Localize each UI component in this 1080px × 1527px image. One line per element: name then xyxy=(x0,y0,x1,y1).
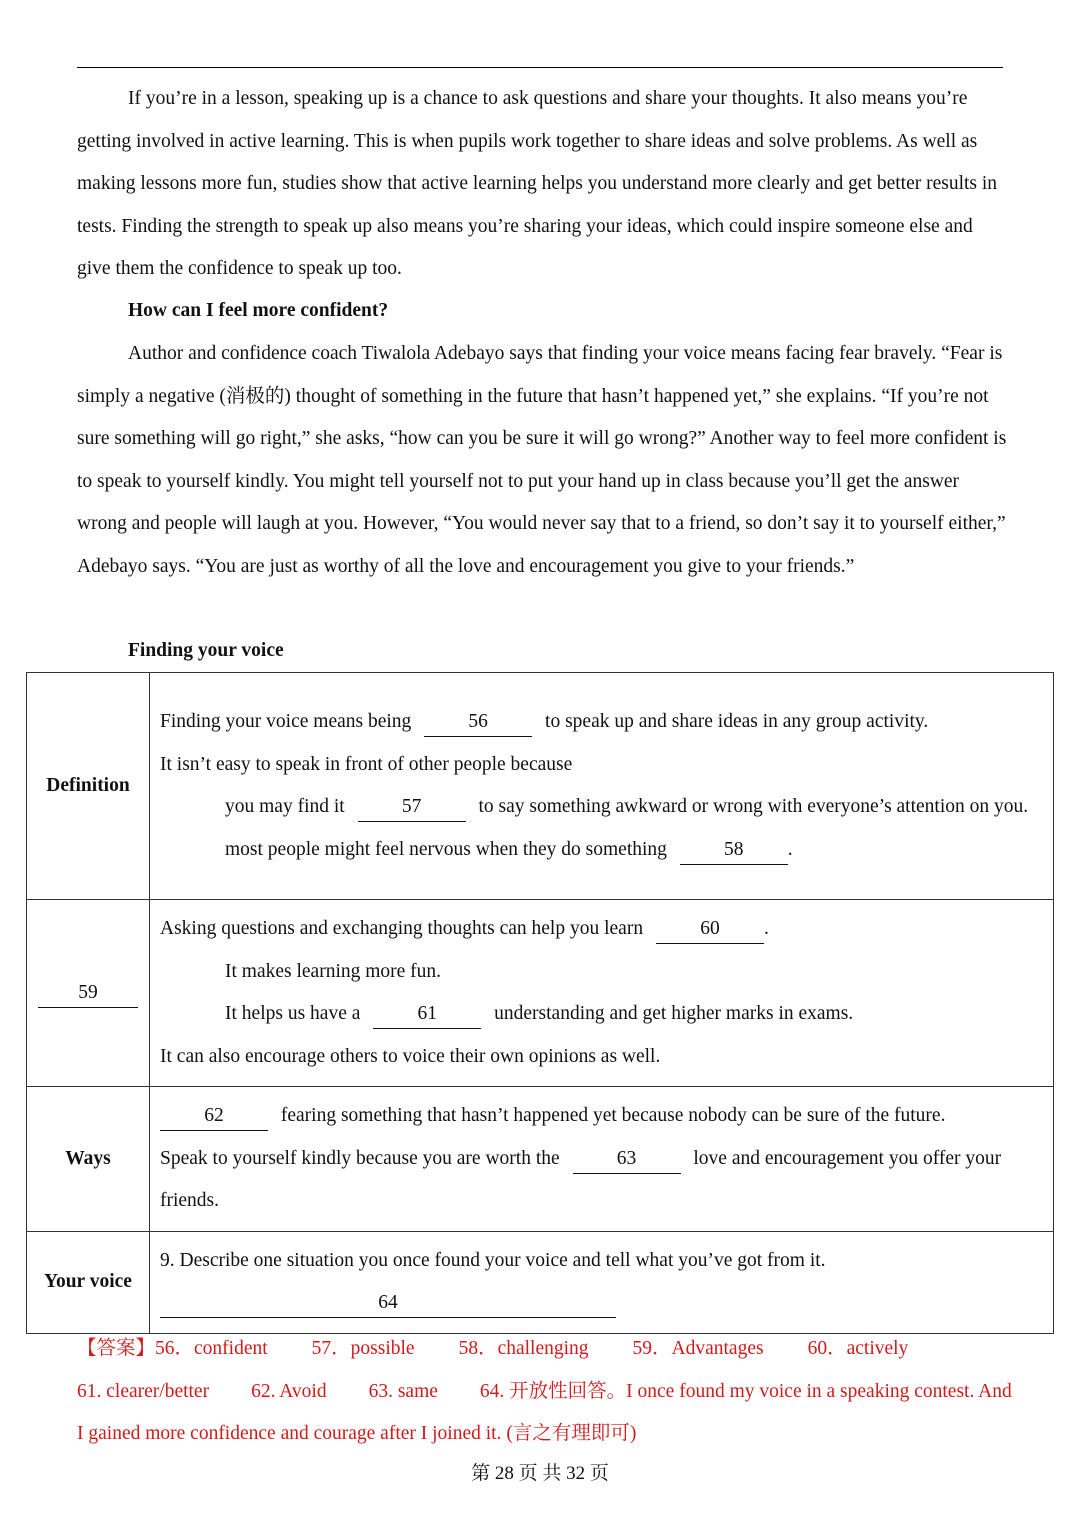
blank-60[interactable]: 60 xyxy=(656,915,764,944)
answer-58: 58．challenging xyxy=(458,1338,589,1359)
definition-line-1-end: to speak up and share ideas in any group activity. xyxy=(545,711,929,732)
label-definition: Definition xyxy=(27,673,150,900)
blank-59[interactable]: 59 xyxy=(38,979,138,1008)
heading-feel-confident: How can I feel more confident? xyxy=(128,300,389,321)
definition-line-4-end: . xyxy=(787,838,793,860)
definition-line-2: It isn’t easy to speak in front of other people because xyxy=(160,753,573,775)
advantages-line-1: Asking questions and exchanging thoughts can help you learn xyxy=(160,918,644,939)
cell-your-voice xyxy=(150,1231,1054,1333)
advantages-line-3: It helps us have a xyxy=(225,1003,361,1024)
answer-57: 57．possible xyxy=(311,1338,415,1359)
page-footer: 第 28 页 共 32 页 xyxy=(471,1463,609,1484)
answer-key xyxy=(77,1328,1017,1456)
paragraph-confidence-coach: Author and confidence coach Tiwalola Adebayo says that finding your voice means facing fear bravely. “Fear is simply a negative (消极的) thought of something in the future that hasn’t happened yet,” she explains. “If you’re not sure something will go right,” she asks, “how can you be sure it will go wrong?” Another way to feel more confident is to speak to yourself kindly. You might tell yourself not to put your hand up in class because you’ll get the answer wrong and people will laugh at you. However, “You would never say that to a friend, so don’t say it to yourself either,” Adebayo says. “You are just as worthy of all the love and encouragement you give to your friends.” xyxy=(77,343,1007,577)
label-your-voice: Your voice xyxy=(27,1231,150,1333)
summary-table xyxy=(26,672,1054,1334)
advantages-line-1-end: . xyxy=(763,918,769,939)
advantages-line-4: It can also encourage others to voice their own opinions as well. xyxy=(160,1045,661,1067)
label-59-cell xyxy=(27,900,150,1087)
heading-finding-your-voice: Finding your voice xyxy=(128,640,284,661)
ways-line-2: Speak to yourself kindly because you are worth the xyxy=(160,1147,560,1169)
blank-61[interactable]: 61 xyxy=(373,1000,481,1029)
row-your-voice xyxy=(27,1231,1054,1333)
ways-line-1: fearing something that hasn’t happened yet because nobody can be sure of the future. xyxy=(280,1105,946,1126)
label-ways: Ways xyxy=(27,1087,150,1232)
cell-advantages xyxy=(150,900,1054,1087)
blank-62[interactable]: 62 xyxy=(160,1102,268,1131)
advantages-line-3-end: understanding and get higher marks in exams. xyxy=(494,1003,854,1024)
blank-64[interactable]: 64 xyxy=(160,1289,616,1318)
answer-61: 61. clearer/better xyxy=(77,1380,210,1402)
your-voice-question: 9. Describe one situation you once found your voice and tell what you’ve got from it. xyxy=(160,1249,826,1271)
row-advantages xyxy=(27,900,1054,1087)
blank-56[interactable]: 56 xyxy=(424,708,532,737)
answer-60: 60．actively xyxy=(807,1338,909,1359)
cell-ways xyxy=(150,1087,1054,1232)
definition-line-3: you may find it xyxy=(225,796,345,817)
paragraph-active-learning: If you’re in a lesson, speaking up is a chance to ask questions and share your thoughts. It also means you’re getting involved in active learning. This is when pupils work together to share ideas and solve problems. As well as making lessons more fun, studies show that active learning helps you understand more clearly and get better results in tests. Finding the strength to speak up also means you’re sharing your ideas, which could inspire someone else and give them the confidence to speak up too. xyxy=(77,88,998,279)
blank-57[interactable]: 57 xyxy=(358,793,466,822)
header-rule xyxy=(77,67,1003,68)
definition-line-1: Finding your voice means being xyxy=(160,711,412,732)
answer-56: 【答案】56．confident xyxy=(77,1338,268,1359)
answer-59: 59．Advantages xyxy=(632,1338,764,1359)
definition-line-4: most people might feel nervous when they do something xyxy=(225,838,667,860)
answer-64: 64. 开放性回答。I once found my voice in a speaking contest. And I gained more confidence and courage after I joined it. (言之有理即可) xyxy=(77,1380,1012,1444)
row-ways xyxy=(27,1087,1054,1232)
ways-line-2-end: love and encouragement you offer your friends. xyxy=(160,1147,1002,1211)
answer-62: 62. Avoid xyxy=(251,1380,327,1402)
blank-63[interactable]: 63 xyxy=(573,1145,681,1174)
blank-58[interactable]: 58 xyxy=(680,836,788,865)
cell-definition xyxy=(150,673,1054,900)
advantages-line-2: It makes learning more fun. xyxy=(225,960,442,982)
row-definition xyxy=(27,673,1054,900)
definition-line-3-end: to say something awkward or wrong with everyone’s attention on you. xyxy=(478,796,1029,817)
answer-63: 63. same xyxy=(368,1380,438,1402)
